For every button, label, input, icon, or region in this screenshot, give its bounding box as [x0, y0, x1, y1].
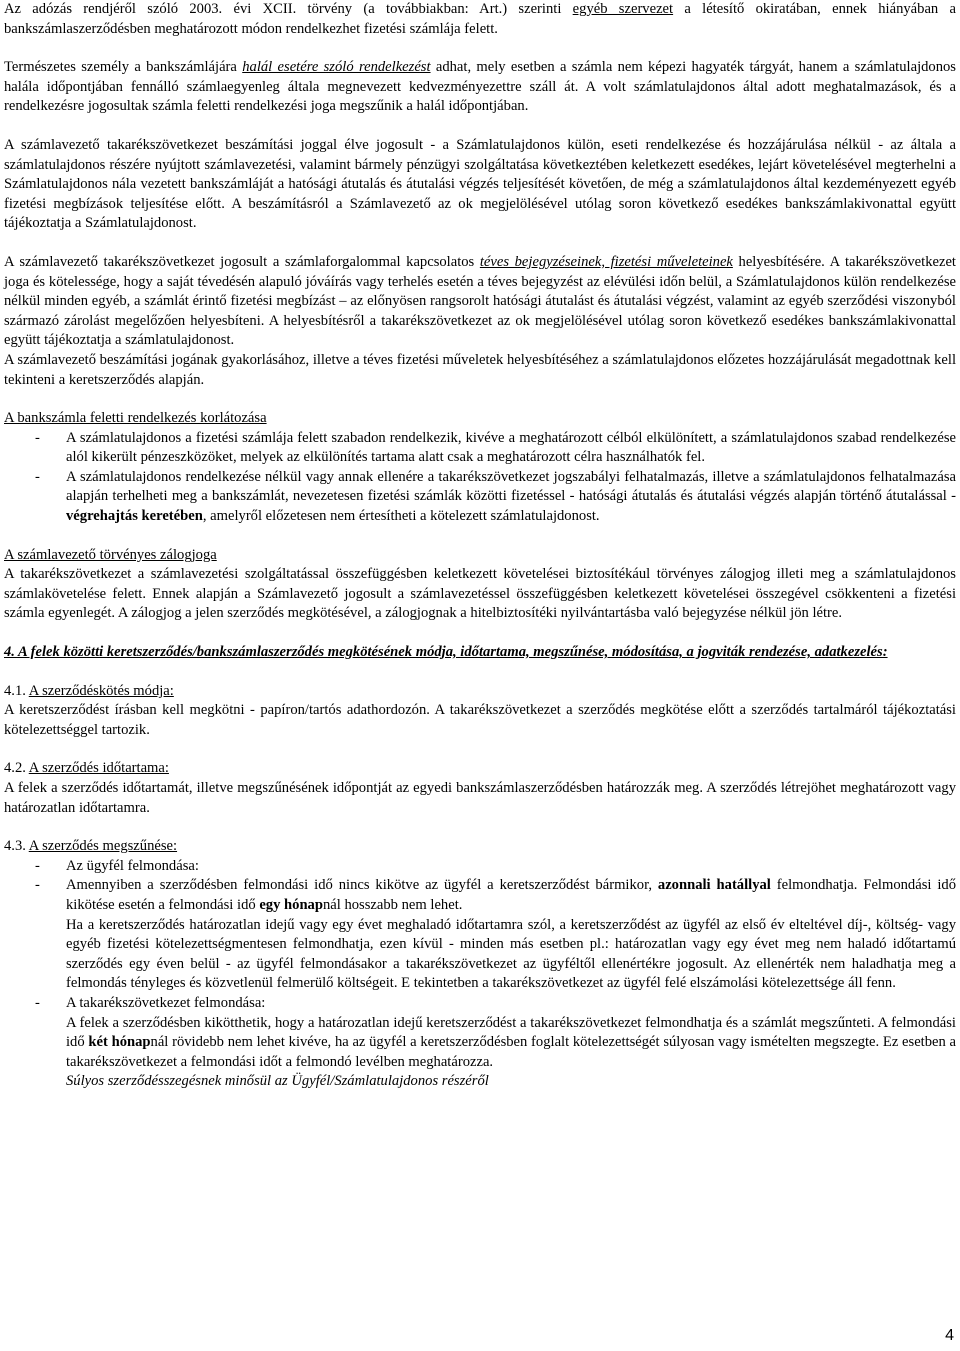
indented-paragraph: A felek a szerződésben kikötthetik, hogy a határozatlan idejű keretszerződést a takarékszövetkezet felmondhatja és a számlát megszűnteti. A felmondási idő két hónapnál rövidebb nem lehet kivéve, ha az ügyfél a keretszerződésben foglalt kötelezettségét súlyosan vagy ismételten megszegte. Ez esetben a takarékszövetkezet a felmondási időt a felmondó levélben meghatározza.	[66, 1014, 957, 1070]
section-heading-restriction: A bankszámla feletti rendelkezés korlátozása	[4, 410, 267, 427]
setoff-paragraph: A számlavezető takarékszövetkezet beszámítási joggal élve jogosult - a Számlatulajdonos külön, eseti rendelkezése és hozzájárulása nélkül - az általa a számlatulajdonos részére nyújtott számlavezetési, valamint bármely pénzügyi szolgáltatása következtében keletkezett esedékes, lejárt követelésével megterhelni a Számlatulajdonos nála vezetett bankszámláját a hatósági átutalás és átutalási végzés teljesítését követően, de még a számlatulajdonos által kezdeményezett egyéb fizetési megbízások teljesítése előtt. A beszámításról a Számlavezető az ok megjelölésével utólag soron következő esedékes bankszámlakivonattal együtt tájékoztatja a Számlatulajdonost.	[4, 136, 956, 232]
intro-paragraph: Az adózás rendjéről szóló 2003. évi XCII. törvény (a továbbiakban: Art.) szerinti egyéb szervezet a létesítő okiratában, ennek hiányában a bankszámlaszerződésben meghatározott módon rendelkezhet fizetési számlája felett.	[4, 1, 956, 37]
correction-paragraph: A számlavezető takarékszövetkezet jogosult a számlaforgalommal kapcsolatos téves bejegyzéseinek, fizetési műveleteinek helyesbítésére. A takarékszövetkezet joga és kötelessége, hogy a saját tévedésén alapuló jóváírás vagy terhelés esetén a téves bejegyzést az elévülési időn belül, a Számlatulajdonos külön rendelkezése nélkül minden egyéb, a számlát érintő fizetési megbízást – az előnyösen rangsorolt hatósági átutalást és átutalási végzést, valamint az egyéb szerződési viszonyból származó zárolást megelőzően helyesbíteni. A helyesbítésről a takarékszövetkezet az ok megjelölésével utólag soron következő esedékes bankszámlakivonattal együtt tájékoztatja a számlatulajdonost.	[4, 253, 956, 349]
subsection-heading-4-2: 4.2. A szerződés időtartama:	[4, 760, 169, 777]
indented-paragraph: Ha a keretszerződés határozatlan idejű vagy egy évet meghaladó időtartamra szól, a keretszerződést az ügyfél az első év elteltével díj-, költség- vagy egyéb fizetési kötelezettségmentesen felmondhatja, ezen kívül - minden más esetben pl.: határozatlan vagy egy évet meg nem haladó időtartamú szerződés egy éven belül - az ügyfél felmondásakor a takarékszövetkezet az ügyféltől ellenértékre jogosult. Az ellenérték nem haladhatja meg a felmondás tényleges és közvetlenül felmerülő költségeit. E tekintetben a takarékszövetkezet az ügyfél felé elszámolási kötelezettsége áll fenn.	[66, 916, 956, 992]
lien-paragraph: A takarékszövetkezet a számlavezetési szolgáltatással összefüggésben keletkezett követelései biztosítékául törvényes zálogjog illeti meg a számlatulajdonos számlakövetelése felett. Ennek alapján a Számlavezető jogosult a számlavezetéssel összefüggésben keletkezett követelései összegével csökkenteni a fizetési számla egyenlegét. A zálogjog a jelen szerződés megkötésével, a zálogjognak a hitelbiztosítéki nyilvántartásba való bejegyzése nélkül jön létre.	[4, 566, 956, 622]
section-heading-lien: A számlavezető törvényes zálogjoga	[4, 546, 217, 563]
list-item: - A számlatulajdonos rendelkezése nélkül vagy annak ellenére a takarékszövetkezet jogszabályi felhatalmazás, illetve a számlatulajdonos felhatalmazása alapján terhelheti meg a bankszámlát, nevezetesen fizetési számlák közötti fizetéssel - hatósági átutalás és átutalási végzés alapján történő átutalással - végrehajtás keretében, amelyről előzetesen nem értesítheti a kötelezett számlatulajdonost.	[35, 468, 956, 525]
page-number: 4	[945, 1327, 954, 1344]
underlined-term: egyéb szervezet	[572, 1, 674, 17]
subsection-text-4-1: A keretszerződést írásban kell megkötni - papíron/tartós adathordozón. A takarékszövetkezet a szerződés megkötése előtt a szerződés tartalmáról tájékoztatási kötelezettséggel tartozik.	[4, 702, 956, 738]
indented-italic-line: Súlyos szerződésszegésnek minősül az Ügyfél/Számlatulajdonos részéről	[66, 1073, 489, 1090]
list-item: - A számlatulajdonos a fizetési számlája felett szabadon rendelkezik, kivéve a meghatározott célból elkülönített, a számlatulajdonos szabad rendelkezése alól kikerült pénzeszközöket, melyek az elkülönítés tartama alatt csak a meghatározott célra használhatók fel.	[35, 429, 956, 466]
list-item: - Az ügyfél felmondása:	[35, 857, 199, 874]
list-item: - A takarékszövetkezet felmondása:	[35, 994, 266, 1011]
section-heading-4: 4. A felek közötti keretszerződés/bankszámlaszerződés megkötésének módja, időtartama, megszűnése, módosítása, a jogviták rendezése, adatkezelés:	[4, 644, 888, 661]
subsection-heading-4-1: 4.1. A szerződéskötés módja:	[4, 682, 174, 699]
subsection-heading-4-3: 4.3. A szerződés megszűnése:	[4, 838, 178, 855]
italic-underlined-term: halál esetére szóló rendelkezést	[242, 59, 431, 76]
document-page	[4, 0, 956, 1092]
italic-underlined-term: téves bejegyzéseinek, fizetési műveleteinek	[479, 253, 733, 270]
list-item: - Amennyiben a szerződésben felmondási idő nincs kikötve az ügyfél a keretszerződést bármikor, azonnali hatállyal felmondhatja. Felmondási idő kikötése esetén a felmondási idő egy hónapnál hosszabb nem lehet.	[35, 877, 956, 913]
subsection-text-4-2: A felek a szerződés időtartamát, illetve megszűnésének időpontját az egyedi bankszámlaszerződésben határozzák meg. A szerződés létrejöhet meghatározott vagy határozatlan időtartamra.	[4, 780, 956, 816]
death-provision-paragraph: Természetes személy a bankszámlájára halál esetére szóló rendelkezést adhat, mely esetben a számla nem képezi hagyaték tárgyát, hanem a számlatulajdonos halála időpontjában fennálló számlaegyenleg általa megnevezett kedvezményezettre száll át. A volt számlatulajdonos által adott meghatalmazások, és a rendelkezésre jogosultak számla feletti rendelkezési joga megszűnik a halál időpontjában.	[4, 59, 956, 115]
consent-paragraph: A számlavezető beszámítási jogának gyakorlásához, illetve a téves fizetési műveletek helyesbítéséhez a számlatulajdonos előzetes hozzájárulását megadottnak kell tekinteni a keretszerződés alapján.	[4, 351, 956, 388]
